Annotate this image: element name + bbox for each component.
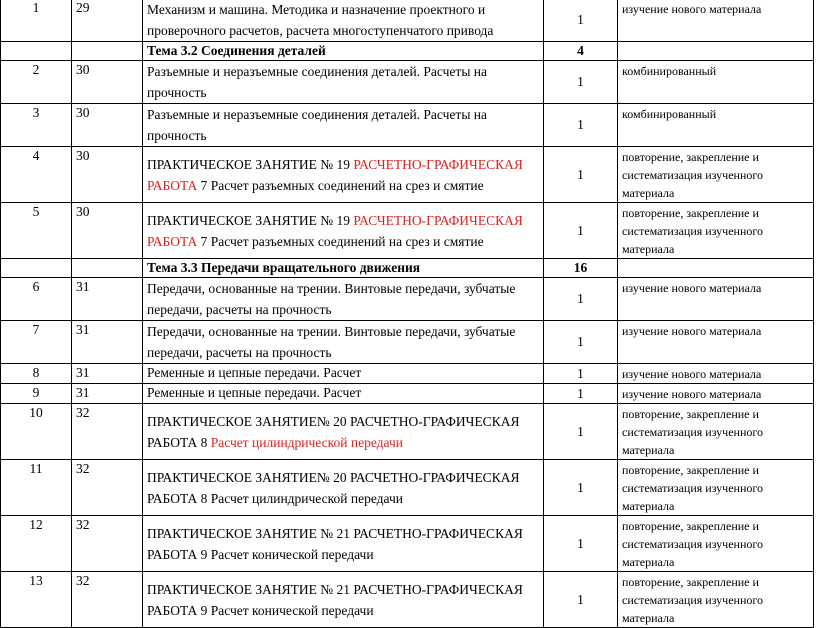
table-row [1,104,814,147]
topic-text: ПРАКТИЧЕСКОЕ ЗАНЯТИЕ № 19 [147,212,354,228]
topic-text: ПРАКТИЧЕСКОЕ ЗАНЯТИЕ № 19 [147,156,354,172]
lesson-type: повторение, закрепление и систематизация изученного материала [618,147,814,203]
lesson-number: 5 [1,203,72,259]
lesson-type: изучение нового материала [618,364,814,384]
lesson-number: 2 [1,61,72,104]
hours-count: 1 [544,460,618,516]
topic-text: ПРАКТИЧЕСКОЕ ЗАНЯТИЕ№ 20 РАСЧЕТНО-ГРАФИЧЕСКАЯ РАБОТА 8 [147,413,520,450]
lesson-topic: Ременные и цепные передачи. Расчет [143,364,544,384]
topic-text: 7 Расчет разъемных соединений на срез и смятие [197,233,484,249]
topic-highlight: Расчет цилиндрической передачи [210,434,403,450]
lesson-topic: Ременные и цепные передачи. Расчет [143,384,544,404]
table-row [1,278,814,321]
table-row [1,404,814,460]
topic-highlight: РАСЧЕТНО-ГРАФИЧЕСКАЯ РАБОТА [147,156,523,193]
hour-number: 30 [72,203,143,259]
section-title: Тема 3.2 Соединения деталей [143,42,544,61]
lesson-type: изучение нового материала [618,321,814,364]
lesson-topic: ПРАКТИЧЕСКОЕ ЗАНЯТИЕ№ 20 РАСЧЕТНО-ГРАФИЧЕСКАЯ РАБОТА 8 Расчет цилиндрической передачи [143,460,544,516]
hour-number: 32 [72,516,143,572]
lesson-number: 7 [1,321,72,364]
hour-number: 30 [72,61,143,104]
hours-count: 1 [544,147,618,203]
lesson-number: 8 [1,364,72,384]
lesson-number: 1 [1,0,72,42]
lesson-type: изучение нового материала [618,384,814,404]
lesson-topic: Передачи, основанные на трении. Винтовые передачи, зубчатые передачи, расчеты на прочность [143,321,544,364]
section-title: Тема 3.3 Передачи вращательного движения [143,259,544,278]
lesson-type: повторение, закрепление и систематизация изученного материала [618,516,814,572]
lesson-topic: ПРАКТИЧЕСКОЕ ЗАНЯТИЕ № 21 РАСЧЕТНО-ГРАФИЧЕСКАЯ РАБОТА 9 Расчет конической передачи [143,516,544,572]
hour-number: 30 [72,147,143,203]
hour-number: 31 [72,321,143,364]
table-row [1,384,814,404]
lesson-type: повторение, закрепление и систематизация изученного материала [618,203,814,259]
lesson-number: 3 [1,104,72,147]
lesson-type: повторение, закрепление и систематизация изученного материала [618,404,814,460]
lesson-number: 6 [1,278,72,321]
table-row [1,203,814,259]
table-row [1,147,814,203]
table-row [1,516,814,572]
hours-count: 1 [544,572,618,628]
hour-number: 29 [72,0,143,42]
hours-count: 1 [544,404,618,460]
section-hours: 16 [544,259,618,278]
lesson-number: 4 [1,147,72,203]
lesson-type: изучение нового материала [618,278,814,321]
section-row [1,42,814,61]
hour-number: 31 [72,364,143,384]
hours-count: 1 [544,104,618,147]
hours-count: 1 [544,0,618,42]
hour-number: 31 [72,384,143,404]
hour-number: 30 [72,104,143,147]
lesson-type: изучение нового материала [618,0,814,42]
hour-number: 31 [72,278,143,321]
table-row [1,572,814,628]
lesson-topic [143,147,544,203]
lesson-topic [143,404,544,460]
table-row [1,0,814,42]
hours-count: 1 [544,384,618,404]
lesson-type: повторение, закрепление и систематизация изученного материала [618,572,814,628]
hours-count: 1 [544,321,618,364]
hours-count: 1 [544,203,618,259]
lesson-number: 10 [1,404,72,460]
lesson-type: повторение, закрепление и систематизация изученного материала [618,460,814,516]
hours-count: 1 [544,61,618,104]
lesson-number: 11 [1,460,72,516]
lesson-topic: Разъемные и неразъемные соединения деталей. Расчеты на прочность [143,104,544,147]
lesson-topic: Механизм и машина. Методика и назначение проектного и проверочного расчетов, расчета многоступенчатого привода [143,0,544,42]
hours-count: 1 [544,516,618,572]
table-row [1,321,814,364]
table-row [1,364,814,384]
lesson-topic: ПРАКТИЧЕСКОЕ ЗАНЯТИЕ № 21 РАСЧЕТНО-ГРАФИЧЕСКАЯ РАБОТА 9 Расчет конической передачи [143,572,544,628]
hour-number: 32 [72,460,143,516]
lesson-topic: Передачи, основанные на трении. Винтовые передачи, зубчатые передачи, расчеты на прочность [143,278,544,321]
lesson-type: комбинированный [618,104,814,147]
lesson-number: 13 [1,572,72,628]
hour-number: 32 [72,404,143,460]
table-row [1,460,814,516]
topic-text: 7 Расчет разъемных соединений на срез и смятие [197,177,484,193]
hours-count: 1 [544,364,618,384]
hour-number: 32 [72,572,143,628]
section-row [1,259,814,278]
lesson-type: комбинированный [618,61,814,104]
lesson-number: 12 [1,516,72,572]
lesson-number: 9 [1,384,72,404]
topic-highlight: РАСЧЕТНО-ГРАФИЧЕСКАЯ РАБОТА [147,212,523,249]
section-hours: 4 [544,42,618,61]
lesson-topic: Разъемные и неразъемные соединения деталей. Расчеты на прочность [143,61,544,104]
table-row [1,61,814,104]
hours-count: 1 [544,278,618,321]
lesson-topic [143,203,544,259]
